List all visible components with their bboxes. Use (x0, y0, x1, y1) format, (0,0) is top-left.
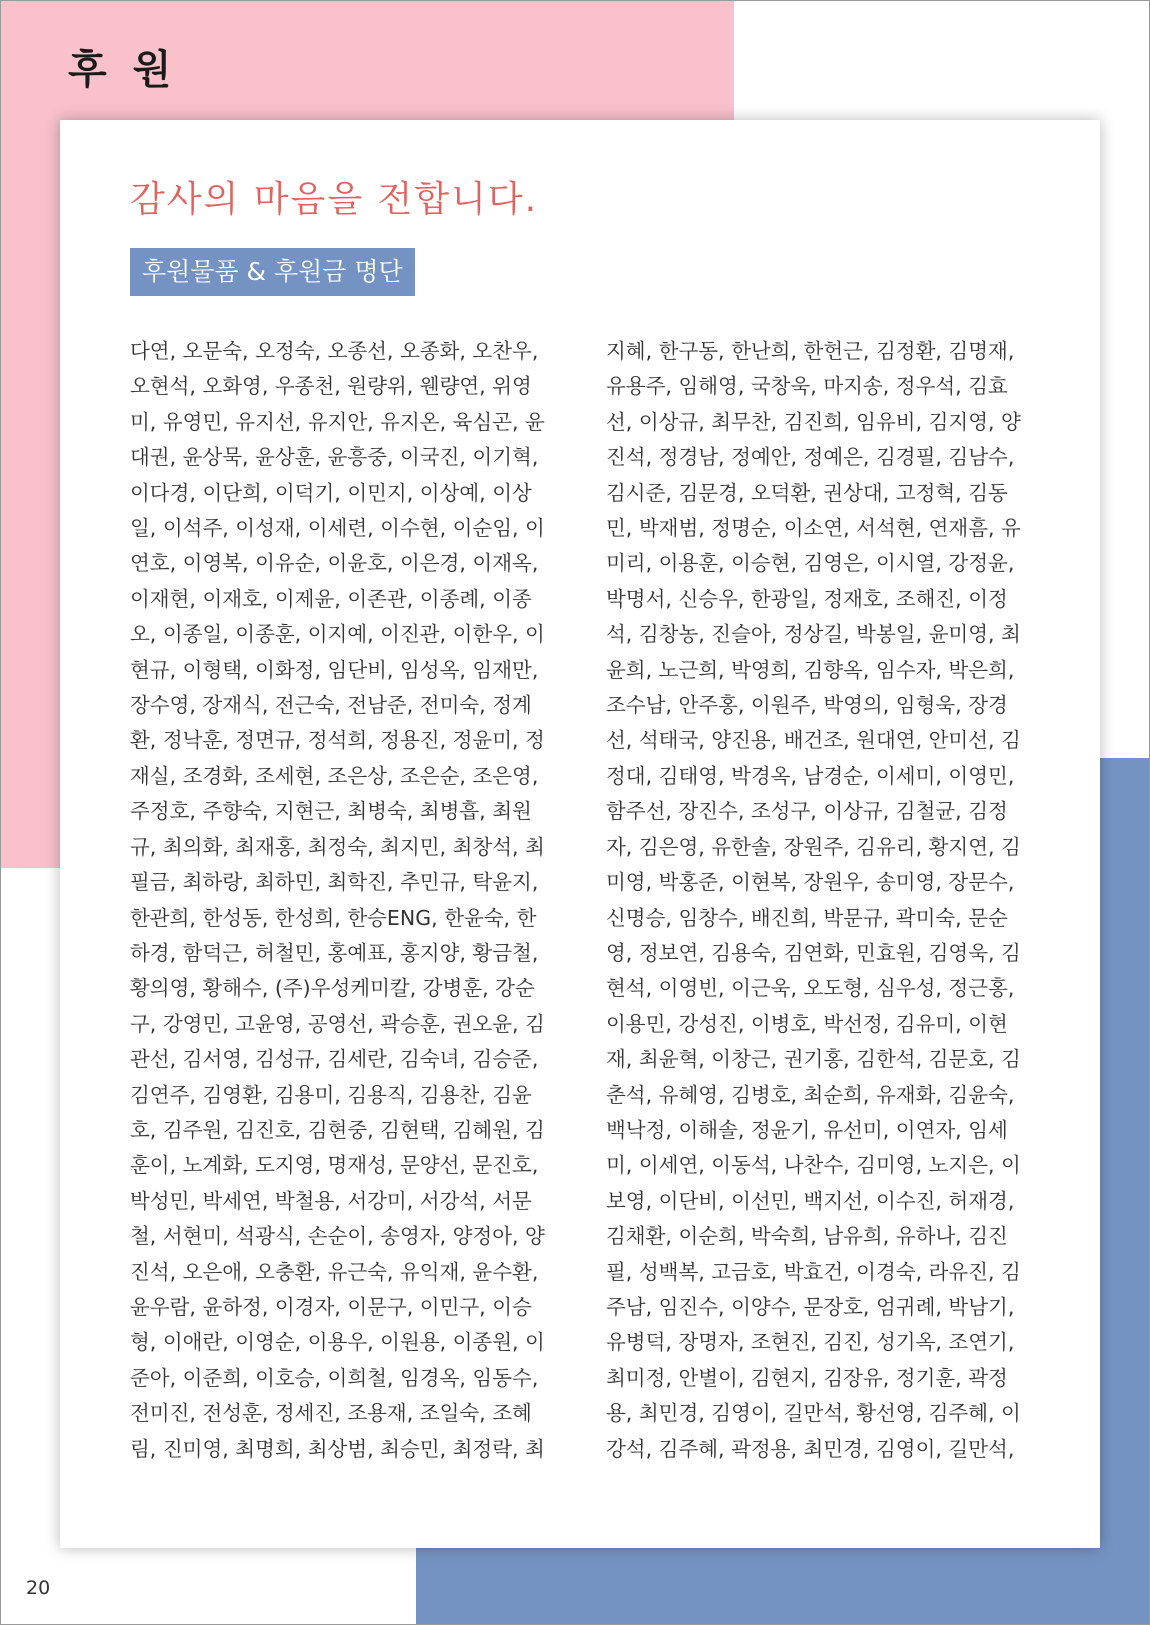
donor-list-line: 현석, 이영빈, 이근욱, 오도형, 심우성, 정근홍, (606, 976, 1015, 1001)
donor-list-line: 보영, 이단비, 이선민, 백지선, 이수진, 허재경, (606, 1188, 1015, 1213)
donor-list-line: 준아, 이준희, 이호승, 이희철, 임경옥, 임동수, (130, 1365, 539, 1390)
donor-list-line: 오현석, 오화영, 우종천, 원량위, 웬량연, 위영 (130, 374, 532, 399)
donor-list-line: 유용주, 임해영, 국창욱, 마지송, 정우석, 김효 (606, 374, 1008, 399)
donor-list-line: 이재현, 이재호, 이제윤, 이존관, 이종례, 이종 (130, 586, 532, 611)
donor-list-line: 미리, 이용훈, 이승현, 김영은, 이시열, 강정윤, (606, 551, 1015, 576)
donor-list-line: 재실, 조경화, 조세현, 조은상, 조은순, 조은영, (130, 763, 539, 788)
donor-list-line: 전미진, 전성훈, 정세진, 조용재, 조일숙, 조혜 (130, 1401, 532, 1426)
donor-list-line: 필금, 최하랑, 최하민, 최학진, 추민규, 탁윤지, (130, 870, 539, 895)
donor-list-line: 하경, 함덕근, 허철민, 홍예표, 홍지양, 황금철, (130, 940, 539, 965)
donor-list-line: 미, 이세연, 이동석, 나찬수, 김미영, 노지은, 이 (606, 1153, 1021, 1178)
donor-list-line: 최미정, 안별이, 김현지, 김장유, 정기훈, 곽정 (606, 1365, 1008, 1390)
donor-list-line: 김채환, 이순희, 박숙희, 남유희, 유하나, 김진 (606, 1224, 1008, 1249)
donor-list-line: 미영, 박홍준, 이현복, 장원우, 송미영, 장문수, (606, 870, 1015, 895)
donor-list-line: 신명승, 임창수, 배진희, 박문규, 곽미숙, 문순 (606, 905, 1008, 930)
donor-list-line: 관선, 김서영, 김성규, 김세란, 김숙녀, 김승준, (130, 1047, 539, 1072)
donor-list-line: 진석, 정경남, 정예안, 정예은, 김경필, 김남수, (606, 445, 1015, 470)
donor-list-left-column (130, 334, 554, 1467)
donor-list-line: 황의영, 황해수, (주)우성케미칼, 강병훈, 강순 (130, 976, 535, 1001)
donor-list-line: 춘석, 유혜영, 김병호, 최순희, 유재화, 김윤숙, (606, 1082, 1015, 1107)
donor-list-line: 정대, 김태영, 박경옥, 남경순, 이세미, 이영민, (606, 763, 1015, 788)
donor-list-line: 영, 정보연, 김용숙, 김연화, 민효원, 김영욱, 김 (606, 940, 1021, 965)
section-title: 후 원 (68, 47, 178, 93)
page-number: 20 (26, 1577, 51, 1599)
donor-list-line: 박성민, 박세연, 박철용, 서강미, 서강석, 서문 (130, 1188, 532, 1213)
donor-list-line: 일, 이석주, 이성재, 이세련, 이수현, 이순임, 이 (130, 516, 545, 541)
donor-list-line: 철, 서현미, 석광식, 손순이, 송영자, 양정아, 양 (130, 1224, 545, 1249)
donor-list-line: 김연주, 김영환, 김용미, 김용직, 김용찬, 김윤 (130, 1082, 532, 1107)
donor-list-line: 용, 최민경, 김영이, 길만석, 황선영, 김주혜, 이 (606, 1401, 1021, 1426)
donor-list-line: 주남, 임진수, 이양수, 문장호, 엄귀례, 박남기, (606, 1294, 1015, 1319)
donor-list-line: 다연, 오문숙, 오정숙, 오종선, 오종화, 오찬우, (130, 339, 539, 363)
donor-list-line: 민, 박재범, 정명순, 이소연, 서석현, 연재흠, 유 (606, 516, 1021, 541)
donor-list-line: 이용민, 강성진, 이병호, 박선정, 김유미, 이현 (606, 1011, 1008, 1036)
donor-list-line: 조수남, 안주홍, 이원주, 박영의, 임형욱, 장경 (606, 693, 1008, 718)
donor-list-line: 이다경, 이단희, 이덕기, 이민지, 이상예, 이상 (130, 480, 532, 505)
donor-list-line: 호, 김주원, 김진호, 김현중, 김현택, 김혜원, 김 (130, 1117, 545, 1142)
list-badge: 후원물품 & 후원금 명단 (130, 248, 415, 296)
donor-list-line: 선, 이상규, 최무찬, 김진희, 임유비, 김지영, 양 (606, 409, 1021, 434)
donor-list-line: 진석, 오은애, 오충환, 유근숙, 유익재, 윤수환, (130, 1259, 539, 1284)
donor-list-line: 오, 이종일, 이종훈, 이지예, 이진관, 이한우, 이 (130, 622, 545, 647)
donor-list-line: 림, 진미영, 최명희, 최상범, 최승민, 최정락, 최 (130, 1436, 545, 1461)
donor-list-line: 현규, 이형택, 이화정, 임단비, 임성옥, 임재만, (130, 657, 539, 682)
donor-list-line: 박명서, 신승우, 한광일, 정재호, 조해진, 이정 (606, 586, 1008, 611)
donor-list-line: 재, 최윤혁, 이창근, 권기홍, 김한석, 김문호, 김 (606, 1047, 1021, 1072)
content-card (60, 120, 1100, 1548)
donor-list-line: 환, 정낙훈, 정면규, 정석희, 정용진, 정윤미, 정 (130, 728, 545, 753)
donor-list-line: 강석, 김주혜, 곽정용, 최민경, 김영이, 길만석, (606, 1436, 1015, 1461)
donor-list-line: 훈이, 노계화, 도지영, 명재성, 문양선, 문진호, (130, 1153, 539, 1178)
donor-list-line: 대권, 윤상묵, 윤상훈, 윤흥중, 이국진, 이기혁, (130, 445, 539, 470)
headline: 감사의 마음을 전합니다. (130, 179, 539, 220)
donor-list-line: 윤희, 노근희, 박영희, 김향옥, 임수자, 박은희, (606, 657, 1015, 682)
donor-list-line: 지혜, 한구동, 한난희, 한헌근, 김정환, 김명재, (606, 339, 1015, 363)
donor-list-line: 백낙정, 이해솔, 정윤기, 유선미, 이연자, 임세 (606, 1117, 1008, 1142)
donor-list-line: 주정호, 주향숙, 지현근, 최병숙, 최병흡, 최원 (130, 799, 532, 824)
donor-list-line: 자, 김은영, 유한솔, 장원주, 김유리, 황지연, 김 (606, 834, 1021, 859)
donor-list-line: 석, 김창농, 진슬아, 정상길, 박봉일, 윤미영, 최 (606, 622, 1021, 647)
donor-list-line: 한관희, 한성동, 한성희, 한승ENG, 한윤숙, 한 (130, 905, 537, 930)
donor-list-right-column (606, 334, 1030, 1467)
donor-list-line: 구, 강영민, 고윤영, 공영선, 곽승훈, 권오윤, 김 (130, 1011, 545, 1036)
donor-list-line: 필, 성백복, 고금호, 박효건, 이경숙, 라유진, 김 (606, 1259, 1021, 1284)
donor-list-line: 유병덕, 장명자, 조현진, 김진, 성기옥, 조연기, (606, 1330, 1015, 1355)
donor-list-line: 규, 최의화, 최재홍, 최정숙, 최지민, 최창석, 최 (130, 834, 545, 859)
donor-list-line: 윤우람, 윤하정, 이경자, 이문구, 이민구, 이승 (130, 1294, 532, 1319)
donor-list-line: 미, 유영민, 유지선, 유지안, 유지온, 육심곤, 윤 (130, 409, 545, 434)
donor-list-line: 함주선, 장진수, 조성구, 이상규, 김철균, 김정 (606, 799, 1008, 824)
donor-list-line: 선, 석태국, 양진용, 배건조, 원대연, 안미선, 김 (606, 728, 1021, 753)
donor-list-line: 김시준, 김문경, 오덕환, 권상대, 고정혁, 김동 (606, 480, 1008, 505)
donor-list-line: 형, 이애란, 이영순, 이용우, 이원용, 이종원, 이 (130, 1330, 545, 1355)
donor-list-line: 연호, 이영복, 이유순, 이윤호, 이은경, 이재옥, (130, 551, 539, 576)
donor-list-line: 장수영, 장재식, 전근숙, 전남준, 전미숙, 정계 (130, 693, 532, 718)
